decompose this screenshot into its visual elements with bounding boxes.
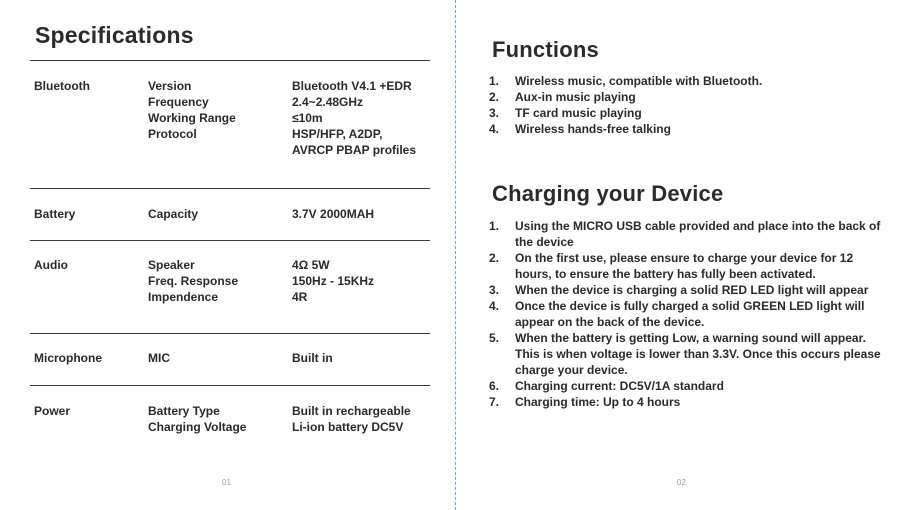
spec-category: Bluetooth bbox=[34, 79, 90, 93]
spec-value: ≤10m bbox=[292, 111, 323, 125]
spec-category: Power bbox=[34, 404, 71, 418]
spec-category: Audio bbox=[34, 258, 68, 272]
functions-page bbox=[457, 0, 907, 510]
divider bbox=[30, 240, 430, 241]
spec-label: MIC bbox=[148, 351, 170, 365]
list-text: Using the MICRO USB cable provided and place into the back of the device bbox=[515, 219, 881, 249]
list-item bbox=[489, 394, 884, 410]
page-number: 02 bbox=[677, 478, 686, 487]
spec-value: Li-ion battery DC5V bbox=[292, 420, 404, 434]
list-item bbox=[489, 218, 884, 250]
list-number: 3. bbox=[489, 106, 500, 120]
list-text: Charging time: Up to 4 hours bbox=[515, 395, 681, 409]
spec-value: 4R bbox=[292, 290, 308, 304]
list-item bbox=[489, 250, 884, 282]
list-number: 7. bbox=[489, 395, 500, 409]
list-text: Wireless hands-free talking bbox=[515, 122, 671, 136]
list-text: When the battery is getting Low, a warning sound will appear. This is when voltage is lower than 3.3V. Once this occurs please charge your device. bbox=[515, 331, 881, 377]
spec-label: Protocol bbox=[148, 127, 197, 141]
list-item bbox=[489, 378, 884, 394]
list-number: 2. bbox=[489, 251, 500, 265]
spec-category: Microphone bbox=[34, 351, 102, 365]
spec-value: HSP/HFP, A2DP, bbox=[292, 127, 383, 141]
list-item bbox=[489, 330, 884, 378]
specifications-title: Specifications bbox=[35, 22, 194, 48]
functions-title: Functions bbox=[492, 37, 599, 62]
spec-label: Speaker bbox=[148, 258, 195, 272]
functions-list bbox=[489, 73, 884, 137]
list-text: TF card music playing bbox=[515, 106, 642, 120]
spec-value: 150Hz - 15KHz bbox=[292, 274, 375, 288]
list-item bbox=[489, 89, 884, 105]
list-number: 1. bbox=[489, 74, 500, 88]
spec-value: AVRCP PBAP profiles bbox=[292, 143, 417, 157]
list-item bbox=[489, 121, 884, 137]
spec-label: Charging Voltage bbox=[148, 420, 247, 434]
charging-title: Charging your Device bbox=[492, 181, 724, 206]
list-number: 6. bbox=[489, 379, 500, 393]
divider bbox=[30, 385, 430, 386]
spec-label: Impendence bbox=[148, 290, 219, 304]
list-text: Wireless music, compatible with Bluetooth. bbox=[515, 74, 763, 88]
list-text: Charging current: DC5V/1A standard bbox=[515, 379, 724, 393]
list-text: When the device is charging a solid RED LED light will appear bbox=[515, 283, 869, 297]
charging-list bbox=[489, 218, 884, 410]
list-text: On the first use, please ensure to charge your device for 12 hours, to ensure the battery has fully been activated. bbox=[515, 251, 854, 281]
spec-label: Frequency bbox=[148, 95, 209, 109]
list-item bbox=[489, 298, 884, 330]
list-number: 1. bbox=[489, 219, 500, 233]
divider bbox=[30, 188, 430, 189]
list-number: 4. bbox=[489, 299, 500, 313]
spec-category: Battery bbox=[34, 207, 76, 221]
list-text: Once the device is fully charged a solid GREEN LED light will appear on the back of the device. bbox=[515, 299, 865, 329]
spec-value: 3.7V 2000MAH bbox=[292, 207, 375, 221]
spec-value: 4Ω 5W bbox=[292, 258, 330, 272]
list-number: 4. bbox=[489, 122, 500, 136]
spec-label: Capacity bbox=[148, 207, 199, 221]
list-number: 5. bbox=[489, 331, 500, 345]
spec-value: 2.4~2.48GHz bbox=[292, 95, 364, 109]
list-number: 3. bbox=[489, 283, 500, 297]
spec-label: Battery Type bbox=[148, 404, 220, 418]
list-item bbox=[489, 105, 884, 121]
list-number: 2. bbox=[489, 90, 500, 104]
list-item bbox=[489, 282, 884, 298]
list-item bbox=[489, 73, 884, 89]
spec-value: Built in bbox=[292, 351, 333, 365]
spec-value: Built in rechargeable bbox=[292, 404, 411, 418]
divider bbox=[30, 333, 430, 334]
list-text: Aux-in music playing bbox=[515, 90, 636, 104]
spec-label: Working Range bbox=[148, 111, 236, 125]
spec-label: Version bbox=[148, 79, 192, 93]
page-number: 01 bbox=[222, 478, 231, 487]
spec-value: Bluetooth V4.1 +EDR bbox=[292, 79, 412, 93]
divider bbox=[30, 60, 430, 61]
page-fold-divider bbox=[455, 0, 456, 510]
spec-label: Freq. Response bbox=[148, 274, 239, 288]
